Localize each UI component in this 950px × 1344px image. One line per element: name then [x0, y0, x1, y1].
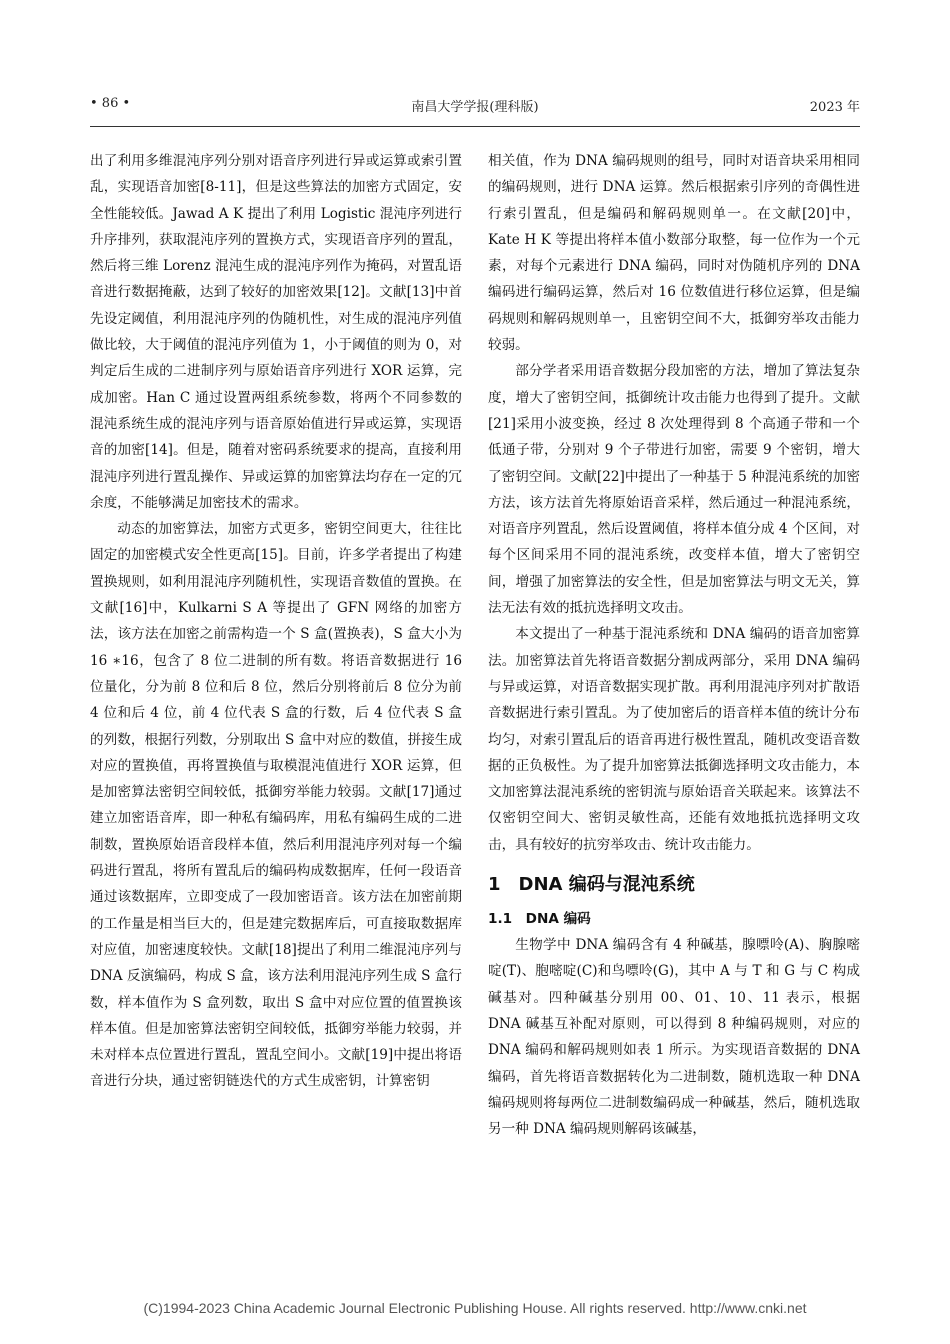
body-paragraph: 部分学者采用语音数据分段加密的方法，增加了算法复杂度，增大了密钥空间，抵御统计攻击能力也得到了提升。文献[21]采用小波变换，经过 8 次处理得到 8 个高通子带和一个低通子带，分别对 9 个子带进行加密，需要 9 个密钥，增大了密钥空间。文献[22]中提出了一种基于 5 种混沌系统的加密方法，该方法首先将原始语音采样，然后通过一种混沌系统，对语音序列置乱，然后设置阈值，将样本值分成 4 个区间，对每个区间采用不同的混沌系统，改变样本值，增大了密钥空间，增强了加密算法的安全性，但是加密算法与明文无关，算法无法有效的抵抗选择明文攻击。	[488, 363, 860, 617]
section-heading: 1 DNA 编码与混沌系统	[488, 874, 695, 896]
body-paragraph: 生物学中 DNA 编码含有 4 种碱基，腺嘌呤(A)、胸腺嘧啶(T)、胞嘧啶(C)和鸟嘌呤(G)，其中 A 与 T 和 G 与 C 构成碱基对。四种碱基分别用 00、01、10、11 表示，根据 DNA 碱基互补配对原则，可以得到 8 种编码规则，对应的 DNA 编码和解码规则如表 1 所示。为实现语音数据的 DNA 编码，首先将语音数据转化为二进制数，随机选取一种 DNA 编码规则将每两位二进制数编码成一种碱基，然后，随机选取另一种 DNA 编码规则解码该碱基，	[488, 937, 860, 1138]
body-paragraph: 出了利用多维混沌序列分别对语音序列进行异或运算或索引置乱，实现语音加密[8-11]，但是这些算法的加密方式固定，安全性能较低。Jawad A K 提出了利用 Logistic 混沌序列进行升序排列，获取混沌序列的置换方式，实现语音序列的置乱，然后将三维 Lorenz 混沌生成的混沌序列作为掩码，对置乱语音进行数据掩蔽，达到了较好的加密效果[12]。文献[13]中首先设定阈值，利用混沌序列的伪随机性，对生成的混沌序列值做比较，大于阈值的混沌序列值为 1，小于阈值的则为 0，对判定后生成的二进制序列与原始语音序列进行 XOR 运算，完成加密。Han C 通过设置两组系统参数，将两个不同参数的混沌系统生成的混沌序列与语音原始值进行异或运算，实现语音的加密[14]。但是，随着对密码系统要求的提高，直接利用混沌序列进行置乱操作、异或运算的加密算法均存在一定的冗余度，不能够满足加密技术的需求。	[90, 153, 462, 511]
left-column	[90, 148, 462, 1095]
right-column	[488, 148, 860, 1142]
journal-title: 南昌大学学报(理科版)	[411, 100, 539, 115]
copyright-footer: (C)1994-2023 China Academic Journal Electronic Publishing House. All rights reserved. http://www.cnki.net	[143, 1300, 807, 1316]
publication-year: 2023 年	[809, 100, 860, 115]
header-rule	[90, 126, 860, 127]
running-header	[90, 96, 860, 118]
body-paragraph: 相关值，作为 DNA 编码规则的组号，同时对语音块采用相同的编码规则，进行 DNA 运算。然后根据索引序列的奇偶性进行索引置乱，但是编码和解码规则单一。在文献[20]中，Kate H K 等提出将样本值小数部分取整，每一位作为一个元素，对每个元素进行 DNA 编码，同时对伪随机序列的 DNA 编码进行编码运算，然后对 16 位数值进行移位运算，但是编码规则和解码规则单一，且密钥空间不大，抵御穷举攻击能力较弱。	[488, 153, 860, 354]
page-number: • 86 •	[90, 96, 131, 111]
body-paragraph: 动态的加密算法，加密方式更多，密钥空间更大，往往比固定的加密模式安全性更高[15]。目前，许多学者提出了构建置换规则，如利用混沌序列随机性，实现语音数值的置换。在文献[16]中，Kulkarni S A 等提出了 GFN 网络的加密方法，该方法在加密之前需构造一个 S 盒(置换表)，S 盒大小为 16 ∗16，包含了 8 位二进制的所有数。将语音数据进行 16 位量化，分为前 8 位和后 8 位，然后分别将前后 8 位分为前 4 位和后 4 位，前 4 位代表 S 盒的行数，后 4 位代表 S 盒的列数，根据行列数，分别取出 S 盒中对应的数值，拼接生成对应的置换值，再将置换值与取模混沌值进行 XOR 运算，但是加密算法密钥空间较低，抵御穷举能力较弱。文献[17]通过建立加密语音库，即一种私有编码库，用私有编码生成的二进制数，置换原始语音段样本值，然后利用混沌序列对每一个编码进行置乱，将所有置乱后的编码构成数据库，任何一段语音通过该数据库，立即变成了一段加密语音。该方法在加密前期的工作量是相当巨大的，但是建完数据库后，可直接取数据库对应值，加密速度较快。文献[18]提出了利用二维混沌序列与 DNA 反演编码，构成 S 盒，该方法利用混沌序列生成 S 盒行数，样本值作为 S 盒列数，取出 S 盒中对应位置的值置换该样本值。但是加密算法密钥空间较低，抵御穷举能力较弱，并未对样本点位置进行置乱，置乱空间小。文献[19]中提出将语音进行分块，通过密钥链迭代的方式生成密钥，计算密钥	[90, 521, 462, 1090]
body-paragraph: 本文提出了一种基于混沌系统和 DNA 编码的语音加密算法。加密算法首先将语音数据分割成两部分，采用 DNA 编码与异或运算，对语音数据实现扩散。再利用混沌序列对扩散语音数据进行索引置乱。为了使加密后的语音样本值的统计分布均匀，对索引置乱后的语音再进行极性置乱，随机改变语音数据的正负极性。为了提升加密算法抵御选择明文攻击能力，本文加密算法混沌系统的密钥流与原始语音关联起来。该算法不仅密钥空间大、密钥灵敏性高，还能有效地抵抗选择明文攻击，具有较好的抗穷举攻击、统计攻击能力。	[488, 626, 860, 853]
subsection-heading: 1.1 DNA 编码	[488, 911, 591, 928]
